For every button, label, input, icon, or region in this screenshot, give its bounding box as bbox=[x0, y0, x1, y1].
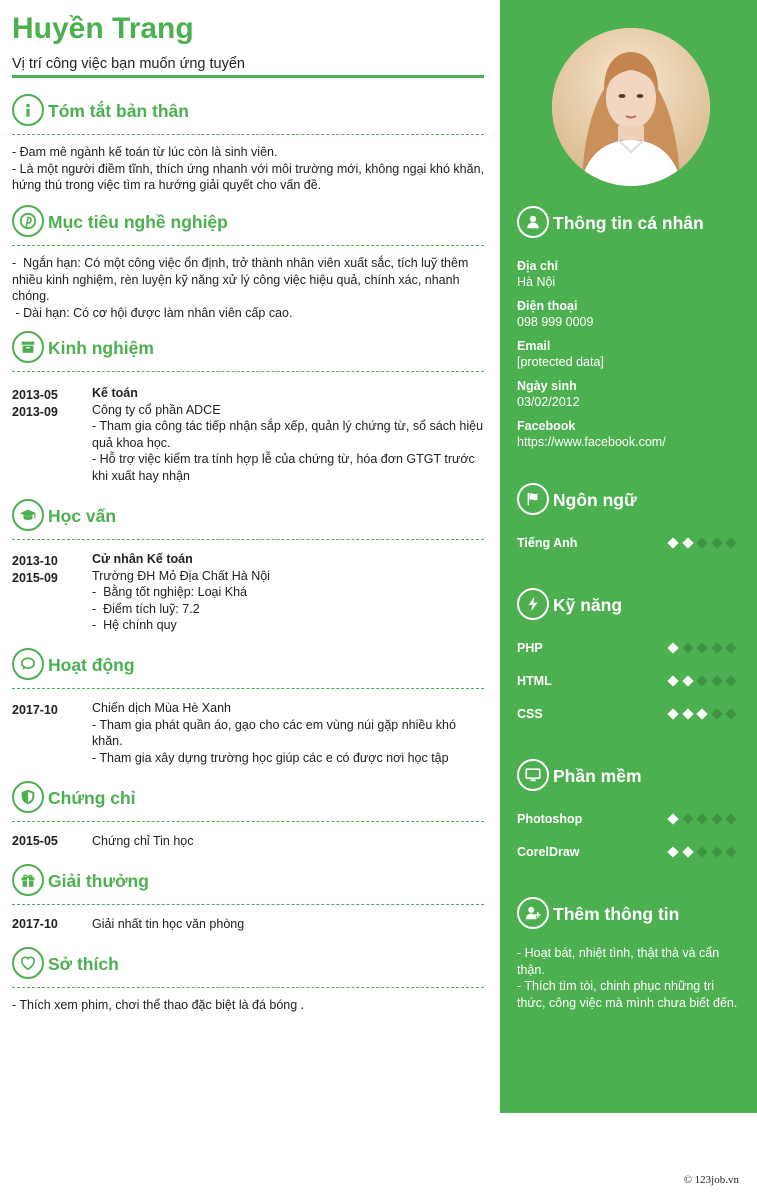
rating-dot-empty bbox=[711, 642, 722, 653]
section-title: Học vấn bbox=[48, 506, 117, 526]
rating-dot-empty bbox=[711, 675, 722, 686]
rating-dots bbox=[667, 643, 742, 655]
rating-label: HTML bbox=[517, 674, 552, 688]
rating-dots bbox=[667, 709, 742, 721]
section-title: Phần mềm bbox=[553, 766, 642, 786]
rating-dot-empty bbox=[725, 537, 736, 548]
shield-icon bbox=[12, 781, 44, 813]
section-title: Kỹ năng bbox=[553, 595, 623, 615]
hobbies-text: - Thích xem phim, chơi thể thao đặc biệt là đá bóng . bbox=[12, 998, 305, 1012]
gift-icon bbox=[12, 864, 44, 896]
section-hobbies bbox=[12, 947, 484, 1012]
section-divider bbox=[12, 371, 484, 372]
monitor-icon bbox=[517, 759, 549, 791]
facebook-link[interactable]: https://www.facebook.com/ bbox=[517, 435, 666, 449]
school-name: Trường ĐH Mỏ Địa Chất Hà Nội bbox=[92, 568, 270, 583]
section-activities bbox=[12, 648, 484, 765]
rating-dot-empty bbox=[725, 675, 736, 686]
rating-dot-empty bbox=[725, 642, 736, 653]
rating-dot-filled bbox=[667, 813, 678, 824]
section-title: Tóm tắt bản thân bbox=[48, 101, 189, 121]
rating-dot-empty bbox=[696, 846, 707, 857]
info-icon bbox=[12, 94, 44, 126]
rating-row bbox=[517, 535, 742, 568]
rating-dots bbox=[667, 814, 742, 826]
certificate-name: Chứng chỉ Tin học bbox=[92, 834, 194, 848]
section-title: Kinh nghiệm bbox=[48, 338, 154, 358]
section-title: Hoạt động bbox=[48, 655, 135, 675]
job-details: - Tham gia công tác tiếp nhận sắp xếp, quản lý chứng từ, sổ sách hiệu quả khoa học. - Hỗ trợ việc kiểm tra tính hợp lễ của chứng từ, hóa đơn GTGT trước khi xuất hay nhận bbox=[92, 419, 484, 483]
footer-credit: © 123job.vn bbox=[683, 1174, 739, 1186]
rating-dot-empty bbox=[725, 708, 736, 719]
section-divider bbox=[12, 245, 484, 246]
section-title: Thông tin cá nhân bbox=[553, 213, 704, 233]
award-date: 2017-10 bbox=[12, 917, 58, 931]
certificate-item bbox=[12, 833, 484, 850]
profile-photo bbox=[552, 28, 710, 186]
section-title: Sở thích bbox=[48, 954, 119, 974]
section-education bbox=[12, 499, 484, 632]
section-title: Chứng chỉ bbox=[48, 788, 136, 808]
phone-label: Điện thoại bbox=[517, 299, 578, 313]
rating-row bbox=[517, 673, 742, 706]
section-divider bbox=[12, 821, 484, 822]
birthday-value: 03/02/2012 bbox=[517, 395, 580, 409]
section-divider bbox=[12, 904, 484, 905]
rating-dot-filled bbox=[667, 675, 678, 686]
more-info-text: - Hoạt bát, nhiệt tình, thật thà và cẩn thận. - Thích tìm tòi, chinh phục những tri thức, công việc mà mình chưa biết đến. bbox=[517, 946, 738, 1010]
date-from: 2013-10 bbox=[12, 554, 58, 568]
education-item bbox=[12, 551, 484, 634]
rating-label: Photoshop bbox=[517, 812, 583, 826]
award-item bbox=[12, 916, 484, 933]
activity-date: 2017-10 bbox=[12, 703, 58, 717]
section-title: Mục tiêu nghề nghiệp bbox=[48, 212, 228, 232]
section-personal-info bbox=[517, 206, 742, 458]
rating-dot-empty bbox=[711, 537, 722, 548]
rating-dot-empty bbox=[696, 642, 707, 653]
user-plus-icon bbox=[517, 897, 549, 929]
rating-dots bbox=[667, 847, 742, 859]
section-awards bbox=[12, 864, 484, 931]
activity-details: - Tham gia phát quần áo, gạo cho các em vùng núi gặp nhiều khó khăn. - Tham gia xây dựng trường học giúp các e có được nơi học tập bbox=[92, 717, 456, 765]
email-label: Email bbox=[517, 339, 551, 353]
rating-dot-filled bbox=[682, 708, 693, 719]
rating-dot-empty bbox=[696, 675, 707, 686]
job-title: Kế toán bbox=[92, 386, 138, 400]
address-value: Hà Nội bbox=[517, 275, 556, 289]
rating-row bbox=[517, 811, 742, 844]
rating-row bbox=[517, 640, 742, 673]
rating-dot-empty bbox=[682, 813, 693, 824]
section-more-info bbox=[517, 897, 742, 1011]
company-name: Công ty cổ phần ADCE bbox=[92, 402, 221, 417]
birthday-label: Ngày sinh bbox=[517, 379, 577, 393]
section-divider bbox=[12, 134, 484, 135]
rating-label: CorelDraw bbox=[517, 845, 580, 859]
rating-dot-filled bbox=[682, 675, 693, 686]
experience-item bbox=[12, 385, 484, 484]
section-goals bbox=[12, 205, 484, 320]
activity-item bbox=[12, 700, 484, 766]
section-title: Thêm thông tin bbox=[553, 904, 680, 924]
section-summary bbox=[12, 94, 485, 192]
rating-row bbox=[517, 706, 742, 739]
rating-dot-empty bbox=[711, 813, 722, 824]
rating-row bbox=[517, 844, 742, 877]
date-from: 2013-05 bbox=[12, 388, 58, 402]
section-divider bbox=[12, 539, 484, 540]
rating-label: CSS bbox=[517, 707, 543, 721]
sidebar bbox=[500, 0, 757, 1113]
rating-dot-filled bbox=[667, 642, 678, 653]
section-divider bbox=[12, 987, 484, 988]
flag-icon bbox=[517, 483, 549, 515]
rating-dot-empty bbox=[725, 813, 736, 824]
section-skills bbox=[517, 588, 742, 739]
section-software bbox=[517, 759, 742, 877]
address-label: Địa chỉ bbox=[517, 259, 558, 273]
rating-dot-filled bbox=[667, 708, 678, 719]
activity-title: Chiến dịch Mùa Hè Xanh bbox=[92, 701, 231, 715]
rating-dot-filled bbox=[667, 537, 678, 548]
section-certificates bbox=[12, 781, 484, 848]
rating-dot-empty bbox=[711, 708, 722, 719]
section-languages bbox=[517, 483, 742, 568]
skill-list bbox=[517, 640, 742, 739]
rating-dot-filled bbox=[682, 846, 693, 857]
rating-dot-empty bbox=[682, 642, 693, 653]
section-title: Giải thưởng bbox=[48, 871, 149, 891]
phone-value: 098 999 0009 bbox=[517, 315, 594, 329]
award-name: Giải nhất tin học văn phòng bbox=[92, 917, 245, 931]
rating-dot-empty bbox=[696, 813, 707, 824]
rating-dots bbox=[667, 538, 742, 550]
certificate-date: 2015-05 bbox=[12, 834, 58, 848]
rating-dot-empty bbox=[725, 846, 736, 857]
date-to: 2013-09 bbox=[12, 404, 58, 419]
rating-dot-empty bbox=[696, 537, 707, 548]
candidate-name: Huyền Trang bbox=[12, 12, 194, 45]
pinterest-icon bbox=[12, 205, 44, 237]
lightning-icon bbox=[517, 588, 549, 620]
language-list bbox=[517, 535, 742, 568]
heart-icon bbox=[12, 947, 44, 979]
email-value: [protected data] bbox=[517, 355, 604, 369]
section-title: Ngôn ngữ bbox=[553, 490, 637, 510]
archive-icon bbox=[12, 331, 44, 363]
section-experience bbox=[12, 331, 484, 483]
section-divider bbox=[12, 688, 484, 689]
education-details: - Bằng tốt nghiệp: Loại Khá - Điểm tích luỹ: 7.2 - Hệ chính quy bbox=[92, 585, 247, 632]
chat-bubble-icon bbox=[12, 648, 44, 680]
facebook-label: Facebook bbox=[517, 419, 576, 433]
summary-text: - Đam mê ngành kế toán từ lúc còn là sinh viên. - Là một người điềm tĩnh, thích ứng nhanh với môi trường mới, không ngại khó khăn, hứng thú trong việc tìm ra hướng giải quyết cho vấn đề. bbox=[12, 145, 485, 192]
rating-dots bbox=[667, 676, 742, 688]
user-icon bbox=[517, 206, 549, 238]
degree-title: Cử nhân Kế toán bbox=[92, 552, 193, 566]
rating-dot-empty bbox=[711, 846, 722, 857]
rating-label: PHP bbox=[517, 641, 543, 655]
rating-label: Tiếng Anh bbox=[517, 536, 578, 550]
software-list bbox=[517, 811, 742, 877]
rating-dot-filled bbox=[696, 708, 707, 719]
header-divider bbox=[12, 75, 484, 78]
graduation-cap-icon bbox=[12, 499, 44, 531]
goals-text: - Ngắn hạn: Có một công việc ổn định, trở thành nhân viên xuất sắc, tích luỹ thêm nhiều kinh nghiệm, rèn luyện kỹ năng xử lý công việc hiệu quả, chính xác, nhanh chóng. - Dài hạn: Có cơ hội được làm nhân viên cấp cao. bbox=[12, 256, 469, 320]
desired-position: Vị trí công việc bạn muốn ứng tuyển bbox=[12, 56, 245, 72]
rating-dot-filled bbox=[682, 537, 693, 548]
date-to: 2015-09 bbox=[12, 570, 58, 585]
rating-dot-filled bbox=[667, 846, 678, 857]
